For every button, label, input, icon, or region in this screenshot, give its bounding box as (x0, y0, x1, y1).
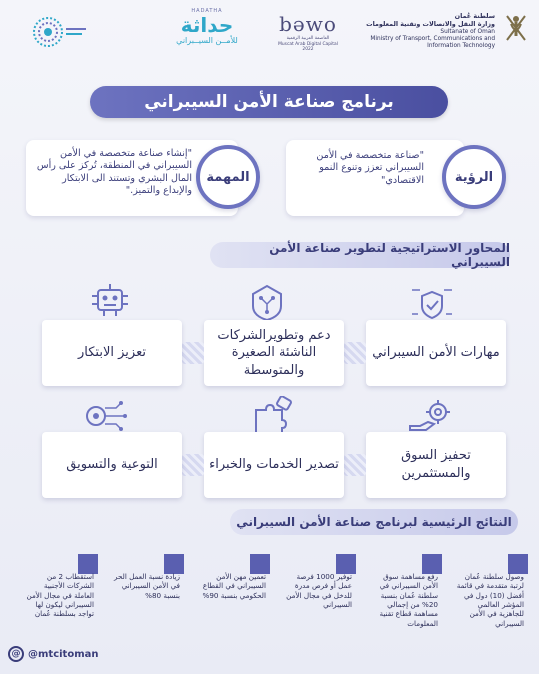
result-marker (422, 554, 442, 574)
pillar-2-label: دعم وتطويرالشركات الناشئة الصغيرة والمتوسطة (217, 327, 331, 378)
pillar-innovation (42, 320, 182, 386)
pillar-export-services (204, 432, 344, 498)
result-marker (336, 554, 356, 574)
mission-text: "إنشاء صناعة متخصصة في الأمن السيبراني في المنطقة، تُركز على رأس المال البشري وتستند الى الابتكار والإبداع والتميز." (36, 148, 192, 197)
pillar-5-label: تصدير الخدمات والخبراء (209, 457, 339, 473)
ministry-en-line-3: Information Technology (427, 43, 495, 50)
connector (182, 342, 204, 364)
result-marker (164, 554, 184, 574)
results-header: النتائج الرئيسية لبرنامج صناعة الأمن السيبراني (236, 515, 512, 529)
shield-check-icon (408, 284, 456, 324)
oman-vision-logo-icon (30, 12, 90, 52)
gear-hand-icon (406, 396, 454, 436)
result-2-text: رفع مساهمة سوق الأمن السيبراني في سلطنة عُمان بنسبة 20% من إجمالي مساهمة قطاع تقنية المعلومات (379, 572, 438, 628)
result-marker (250, 554, 270, 574)
vision-text: "صناعة متخصصة في الأمن السيبراني تعزز وتنوع النمو الاقتصادي" (316, 150, 424, 186)
bowo-year: 2022 (302, 47, 314, 53)
pillar-market-stimulation (366, 432, 506, 498)
puzzle-icon (248, 396, 296, 436)
ministry-en-line-1: Sultanate of Oman (440, 28, 495, 35)
result-3-text: توفير 1000 فرصة عمل أو فرص مدرة للدخل في مجال الأمن السيبراني (286, 572, 352, 610)
ministry-ar-line-2: وزارة النقل والاتصالات وتقنية المعلومات (366, 20, 495, 29)
gear-circuit-icon (82, 396, 130, 436)
connector (344, 454, 366, 476)
shield-network-icon (243, 282, 291, 322)
hadatha-sub: للأمــن السيــبراني (176, 36, 238, 45)
page-title: برنامج صناعة الأمن السيبراني (144, 92, 394, 112)
result-1-text: وصول سلطنة عُمان لرتبة متقدمة في قائمة أفضل (10) دول في المؤشر العالمي للجاهزية في الأمن السيبراني (456, 572, 524, 628)
social-handle (8, 646, 99, 662)
mission-badge (196, 145, 260, 209)
mission-label: المهمة (206, 169, 250, 185)
social-handle-text: @mtcitoman (28, 648, 99, 660)
vision-badge (442, 145, 506, 209)
ministry-ar-line-1: سلطنة عُمان (454, 12, 495, 20)
result-4-text: تعمين مهن الأمن السيبراني في القطاع الحكومي بنسبة 90% (202, 572, 266, 600)
connector (182, 454, 204, 476)
results-header-bar (230, 509, 518, 535)
hadatha-logo (162, 8, 252, 45)
hadatha-en: HADATHA (191, 8, 223, 14)
bowo-sub-ar: العاصمة العربية الرقمية (286, 36, 330, 41)
header (0, 0, 539, 72)
pillar-startups-support (204, 320, 344, 386)
ministry-en-line-2: Ministry of Transport, Communications and (370, 35, 495, 42)
bowo-sub-en: Muscat Arab Digital Capital (278, 41, 338, 47)
pillar-6-label: التوعية والتسويق (66, 457, 158, 473)
result-6-text: استقطاب 2 من الشركات الأجنبية العاملة في مجال الأمن السيبراني ليكون لها تواجد بسلطنة عُمان (26, 572, 94, 619)
pillars-header-bar (210, 242, 510, 268)
pillars-header: المحاور الاستراتيجية لتطوير صناعة الأمن السيبراني (269, 241, 510, 269)
result-marker (508, 554, 528, 574)
robot-icon (86, 280, 134, 320)
at-icon: @ (8, 646, 24, 662)
page-title-banner (90, 86, 448, 118)
hadatha-ar: حداثة (180, 13, 234, 37)
pillar-1-label: مهارات الأمن السيبراني (372, 345, 500, 361)
oman-emblem-icon (501, 10, 531, 48)
result-marker (78, 554, 98, 574)
pillar-3-label: تعزيز الابتكار (78, 345, 146, 361)
pillar-awareness-marketing (42, 432, 182, 498)
connector (344, 342, 366, 364)
pillar-cybersecurity-skills (366, 320, 506, 386)
result-5-text: زيادة نسبة العمل الحر في الأمن السيبراني بنسبة 80% (114, 572, 180, 600)
muscat-digital-capital-logo (268, 12, 348, 53)
vision-label: الرؤية (454, 169, 494, 185)
bowo-wordmark: bǝwo (279, 12, 337, 36)
pillar-4-label: تحفيز السوق والمستثمرين (401, 448, 471, 481)
